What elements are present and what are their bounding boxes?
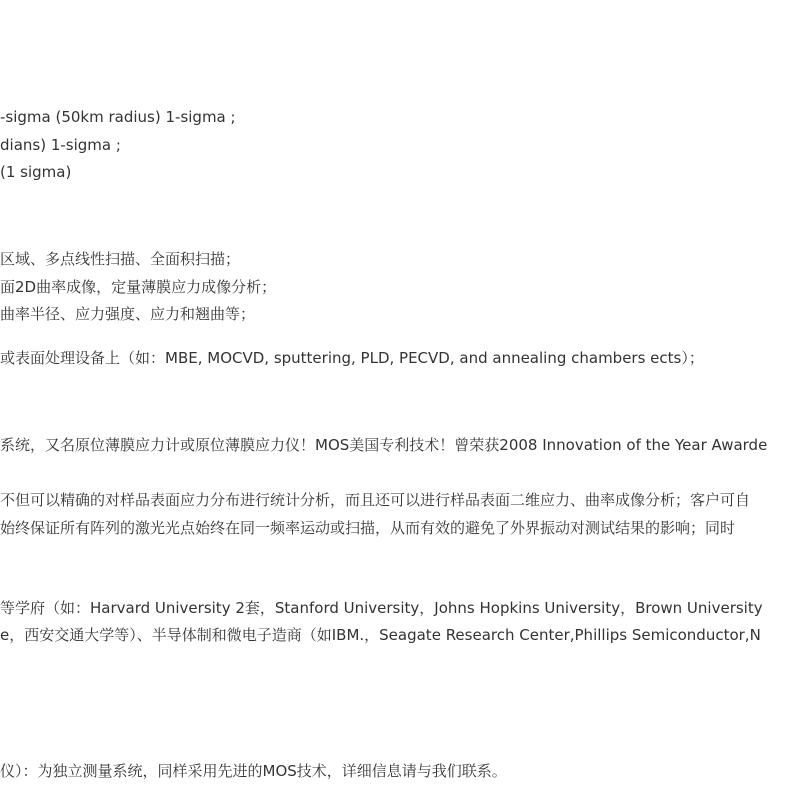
text-line-curvature-imaging: 面2D曲率成像，定量薄膜应力成像分析； [0,278,277,296]
text-line-system-intro: 系统，又名原位薄膜应力计或原位薄膜应力仪！MOS美国专利技术！曾荣获2008 Innovation of the Year Awarde [0,436,768,454]
text-line-sigma-radius: -sigma (50km radius) 1-sigma ; [0,108,236,126]
text-line-universities: 等学府（如：Harvard University 2套，Stanford University，Johns Hopkins University，Brown University [0,599,763,617]
text-line-sigma-radians: dians) 1-sigma ; [0,136,121,154]
text-line-measurements: 曲率半径、应力强度、应力和翘曲等； [0,305,256,323]
text-line-laser-array: 始终保证所有阵列的激光光点始终在同一频率运动或扫描，从而有效的避免了外界振动对测试结果的影响；同时 [0,519,736,537]
text-line-contact: 仪）：为独立测量系统，同样采用先进的MOS技术，详细信息请与我们联系。 [0,762,507,780]
text-line-analysis: 不但可以精确的对样品表面应力分布进行统计分析，而且还可以进行样品表面二维应力、曲率成像分析；客户可自 [0,491,751,509]
text-line-manufacturers: e，西安交通大学等）、半导体制和微电子造商（如IBM.，Seagate Research Center,Phillips Semiconductor,N [0,626,761,644]
text-line-sigma: (1 sigma) [0,163,72,181]
text-line-equipment: 或表面处理设备上（如：MBE, MOCVD, sputtering, PLD, PECVD, and annealing chambers ects）； [0,349,704,367]
text-line-scan-modes: 区域、多点线性扫描、全面积扫描； [0,250,241,268]
